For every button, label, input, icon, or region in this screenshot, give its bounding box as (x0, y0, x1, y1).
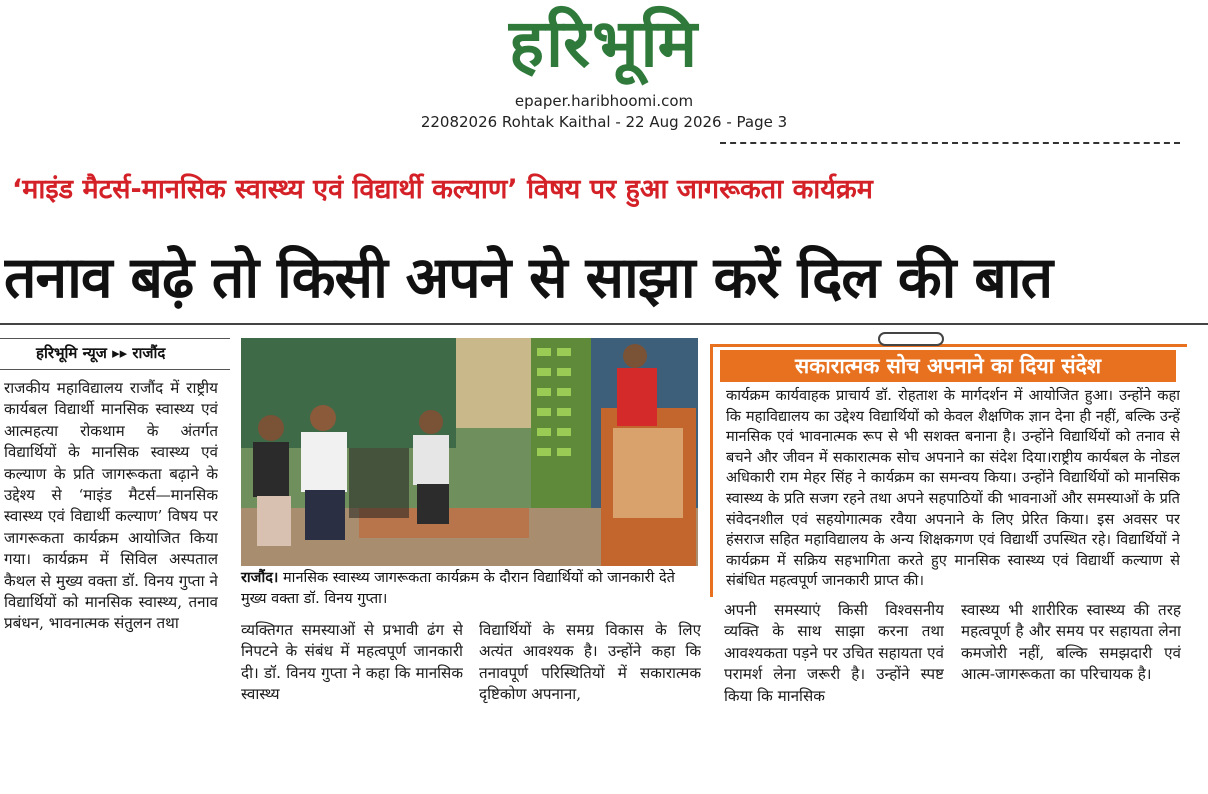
dashed-divider (720, 142, 1180, 144)
article-column-4: अपनी समस्याएं किसी विश्वसनीय व्यक्ति के साथ साझा करना तथा आवश्यकता पड़ने पर उचित सहायता एवं परामर्श लेना जरूरी है। उन्होंने स्पष्ट किया कि मानसिक (724, 601, 944, 705)
edition-info: 22082026 Rohtak Kaithal - 22 Aug 2026 - Page 3 (420, 113, 788, 131)
article-photo (241, 338, 698, 566)
masthead-logo: हरिभूमि (508, 5, 700, 82)
caption-text: मानसिक स्वास्थ्य जागरूकता कार्यक्रम के दौरान विद्यार्थियों को जानकारी देते मुख्य वक्ता डॉ. विनय गुप्ता। (241, 570, 675, 607)
article-byline: हरिभूमि न्यूज ▸▸ राजौंद (36, 344, 166, 362)
sidebar-heading: सकारात्मक सोच अपनाने का दिया संदेश (720, 350, 1176, 382)
photo-illustration (241, 338, 698, 566)
article-column-2: व्यक्तिगत समस्याओं से प्रभावी ढंग से निपटने के संबंध में महत्वपूर्ण जानकारी दी। डॉ. विनय गुप्ता ने कहा कि मानसिक स्वास्थ्य (241, 621, 463, 704)
article-column-3: विद्यार्थियों के समग्र विकास के लिए अत्यंत आवश्यक है। उन्होंने कहा कि तनावपूर्ण परिस्थितियों में सकारात्मक दृष्टिकोण अपनाना, (479, 621, 701, 704)
caption-place: राजौंद। (241, 570, 279, 586)
sidebar-body: कार्यक्रम कार्यवाहक प्राचार्य डॉ. रोहताश के मार्गदर्शन में आयोजित हुआ। उन्होंने कहा कि महाविद्यालय का उद्देश्य विद्यार्थियों को केवल शैक्षणिक ज्ञान देना ही नहीं, बल्कि उन्हें मानसिक एवं भावनात्मक रूप से भी सशक्त बनाना है। उन्होंने विद्यार्थियों को तनाव से बचने और जीवन में सकारात्मक सोच अपनाने का संदेश दिया।राष्ट्रीय कार्यबल के नोडल अधिकारी राम मेहर सिंह ने कार्यक्रम का समन्वय किया। उन्होंने विद्यार्थियों को मानसिक स्वास्थ्य के प्रति सजग रहने तथा अपने सहपाठियों की भावनाओं और समस्याओं के प्रति संवेदनशील एवं सहयोगात्मक रवैया अपनाने के लिए प्रेरित किया। इस अवसर पर हंसराज सहित महाविद्यालय के अन्य शिक्षकगण एवं विद्यार्थी उपस्थित रहे। विद्यार्थियों ने कार्यक्रम में सक्रिय सहभागिता करते हुए मानसिक स्वास्थ्य एवं विद्यार्थी कल्याण से संबंधित महत्वपूर्ण जानकारी प्राप्त की। (726, 387, 1180, 590)
photo-caption (241, 568, 698, 610)
article-headline: तनाव बढ़े तो किसी अपने से साझा करें दिल की बात (4, 245, 1053, 311)
sidebar-tab (878, 332, 944, 346)
article-column-1: राजकीय महाविद्यालय राजौंद में राष्ट्रीय कार्यबल विद्यार्थी मानसिक स्वास्थ्य एवं आत्महत्या रोकथाम के अंतर्गत विद्यार्थियों के मानसिक स्वास्थ्य एवं कल्याण के प्रति जागरूकता बढ़ाने के उद्देश्य से ‘माइंड मैटर्स—मानसिक स्वास्थ्य एवं विद्यार्थी कल्याण’ विषय पर जागरूकता कार्यक्रम आयोजित किया गया। कार्यक्रम में सिविल अस्पताल कैथल से मुख्य वक्ता डॉ. विनय गुप्ता ने विद्यार्थियों को मानसिक स्वास्थ्य, तनाव प्रबंधन, भावनात्मक संतुलन तथा (4, 379, 218, 633)
epaper-url[interactable]: epaper.haribhoomi.com (514, 92, 694, 110)
article-column-5: स्वास्थ्य भी शारीरिक स्वास्थ्य की तरह महत्वपूर्ण है और समय पर सहायता लेना कमजोरी नहीं, बल्कि समझदारी एवं आत्म-जागरूकता का परिचायक है। (961, 601, 1181, 684)
article-kicker: ‘माइंड मैटर्स-मानसिक स्वास्थ्य एवं विद्यार्थी कल्याण’ विषय पर हुआ जागरूकता कार्यक्रम (12, 174, 873, 205)
headline-rule (0, 323, 1208, 325)
